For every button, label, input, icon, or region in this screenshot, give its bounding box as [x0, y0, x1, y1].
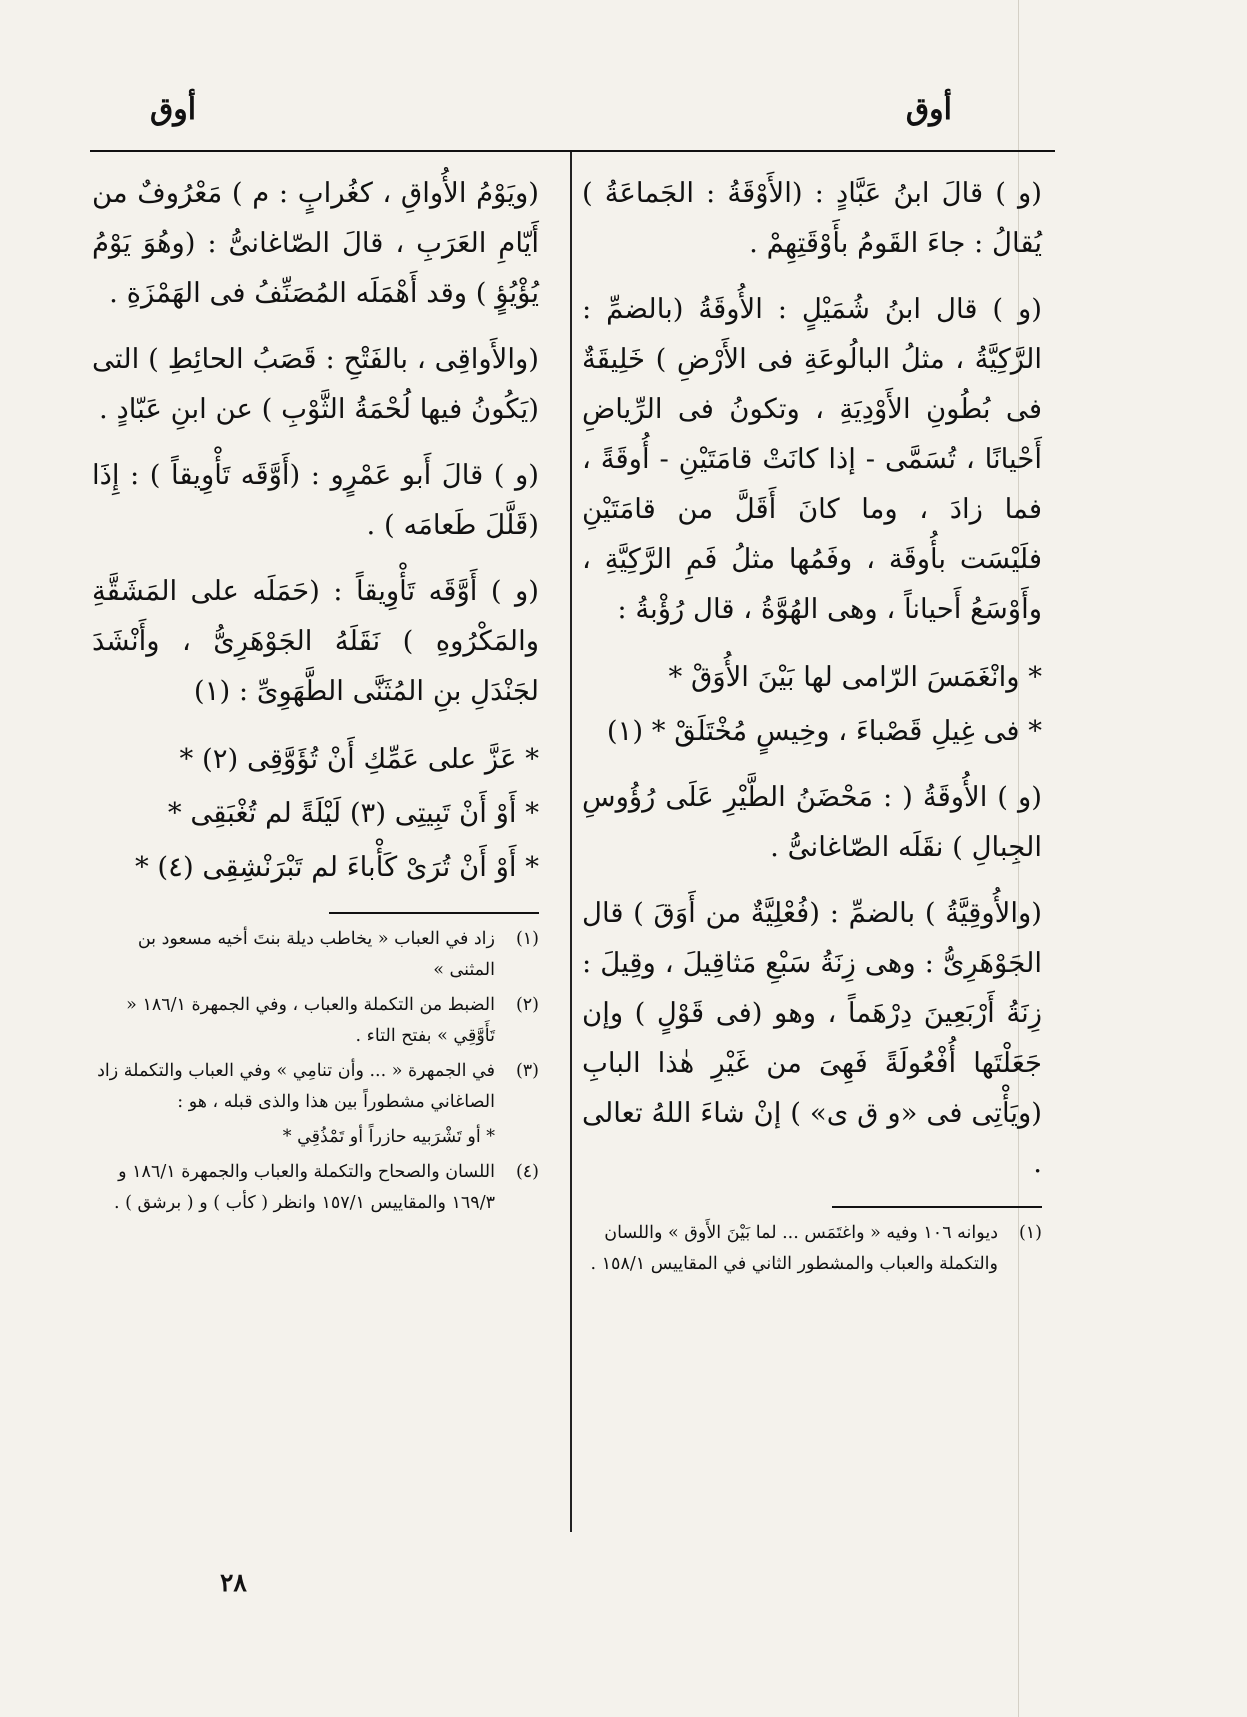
footnote-text: في الجمهرة « ... وأن تنامِي » وفي العباب والتكملة زاد الصاغاني مشطوراً بين هذا والذى قبله ، هو : [97, 1061, 495, 1112]
column-divider [570, 152, 572, 1532]
footnote-text: زاد في العباب « يخاطب ديلة بنتَ أخيه مسعود بن المثنى » [137, 929, 495, 980]
footnote [92, 924, 539, 986]
verse-line: * فى غِيلِ قَصْباءَ ، وخِيسٍ مُخْتَلَقْ * (١) [606, 715, 1042, 747]
footnote-rule [329, 912, 539, 914]
running-head-left: أوق [150, 92, 197, 127]
running-head-right: أوق [905, 92, 952, 127]
footnote-verse: * أو تَشْرَبيه حازراً أو تَمْذُقِي * [282, 1127, 495, 1147]
entry-paragraph: (و ) أَوَّقَه تَأْوِيقاً : (حَمَلَه على المَشَقَّةِ والمَكْرُوهِ ) نَقَلَهُ الجَوْهَرِىُّ ، وأَنْشَدَ لجَنْدَلِ بنِ المُثَنَّى الطَّهَوِىِّ : (١) [92, 575, 539, 707]
footnote [92, 1157, 539, 1219]
footnote [92, 990, 539, 1052]
verse-line: * عَزَّ على عَمِّكِ أَنْ تُؤَوَّقِى (٢) * [179, 743, 539, 775]
verse-block [582, 650, 1042, 758]
entry-paragraph: (و ) قالَ أَبو عَمْرٍو : (أَوَّقَه تَأْوِيقاً ) : إِذَا (قَلَّلَ طَعامَه ) . [92, 459, 539, 541]
footnote-number: (٢) [515, 995, 539, 1015]
footnote [92, 1056, 539, 1118]
verse-line: * أَوْ أَنْ تَبِيتِى (٣) لَيْلَةً لم تُغْبَقِى * [167, 797, 539, 829]
entry-paragraph: (و ) قالَ ابنُ عَبَّادٍ : (الأَوْقَةُ : الجَماعَةُ ) يُقالُ : جاءَ القَومُ بأَوْقَتِهِمْ . [582, 177, 1042, 259]
entry-paragraph: (ويَوْمُ الأُواقِ ، كغُرابٍ : م ) مَعْرُوفٌ من أَيّامِ العَرَبِ ، قالَ الصّاغانىُّ : (وهُوَ يَوْمُ يُؤْيُؤٍ ) وقد أَهْمَلَه المُصَنِّفُ فى الهَمْزَةِ . [92, 177, 539, 309]
footnote-number: (١) [1018, 1223, 1042, 1243]
right-column [582, 168, 1042, 1284]
footnote-rule [832, 1206, 1042, 1208]
left-column [92, 168, 539, 1223]
footnote-text: الضبط من التكملة والعباب ، وفي الجمهرة ١٨٦/١ « تَأَوَّقِي » بفتح التاء . [126, 995, 495, 1046]
footnote-number: (٣) [515, 1061, 539, 1081]
footnote-number: (٤) [515, 1162, 539, 1182]
verse-line: * أَوْ أَنْ تُرَىْ كَأْباءَ لم تَبْرَنْشِقِى (٤) * [134, 851, 539, 883]
entry-paragraph: (والأُوقِيَّةُ ) بالضمِّ : (فُعْلِيَّةٌ من أَوَقَ ) قال الجَوْهَرِىُّ : وهى زِنَةُ سَبْعِ مَثاقِيلَ ، وقِيلَ : زِنَةُ أَرْبَعِينَ دِرْهَماً ، وهو (فى قَوْلٍ ) وإن جَعَلْتَها أُفْعُولَةً فَهِىَ من غَيْرِ هٰذا البابِ (ويَأْتِى فى «و ق ى» ) إنْ شاءَ اللهُ تعالى . [582, 897, 1042, 1179]
entry-paragraph: (والأَواقِى ، بالفَتْحِ : قَصَبُ الحائِطِ ) التى (يَكُونُ فيها لُحْمَةُ الثَّوْبِ ) عن ابنِ عَبّادٍ . [92, 343, 539, 425]
footnote-number: (١) [515, 929, 539, 949]
page-number: ٢٨ [220, 1568, 247, 1597]
header-rule [90, 150, 1055, 152]
entry-paragraph: (و ) الأُوقَةُ ( : مَحْضَنُ الطَّيْرِ عَلَى رُؤُوسِ الجِبالِ ) نقَلَه الصّاغانىُّ . [582, 781, 1042, 863]
verse-line: * وانْغَمَسَ الرّامى لها بَيْنَ الأُوَقْ * [668, 661, 1042, 693]
verse-block [92, 732, 539, 894]
footnote [582, 1218, 1042, 1280]
footnote-text: اللسان والصحاح والتكملة والعباب والجمهرة ١٨٦/١ و ١٦٩/٣ والمقاييس ١٥٧/١ وانظر ( كأب ) و ( برشق ) . [113, 1162, 495, 1213]
footnote-text: ديوانه ١٠٦ وفيه « واغتَمَس ... لما بَيْنَ الأَوق » واللسان والتكملة والعباب والمشطور الثاني في المقاييس ١٥٨/١ . [590, 1223, 998, 1274]
entry-paragraph: (و ) قال ابنُ شُمَيْلٍ : الأُوقَةُ (بالضمِّ : الرَّكِيَّةُ ، مثلُ البالُوعَةِ فى الأَرْضِ ) خَلِيقَةٌ فى بُطُونِ الأَوْدِيَةِ ، وتكونُ فى الرِّياضِ أَحْيانًا ، تُسَمَّى - إذا كانَتْ قامَتَيْنِ - أُوقَةً ، فما زادَ ، وما كانَ أَقَلَّ من قامَتَيْنِ فلَيْسَت بأُوقَة ، وفَمُها مثلُ فَمِ الرَّكِيَّةِ ، وأَوْسَعُ أَحياناً ، وهى الهُوَّةُ ، قال رُؤْبةُ : [582, 293, 1042, 625]
